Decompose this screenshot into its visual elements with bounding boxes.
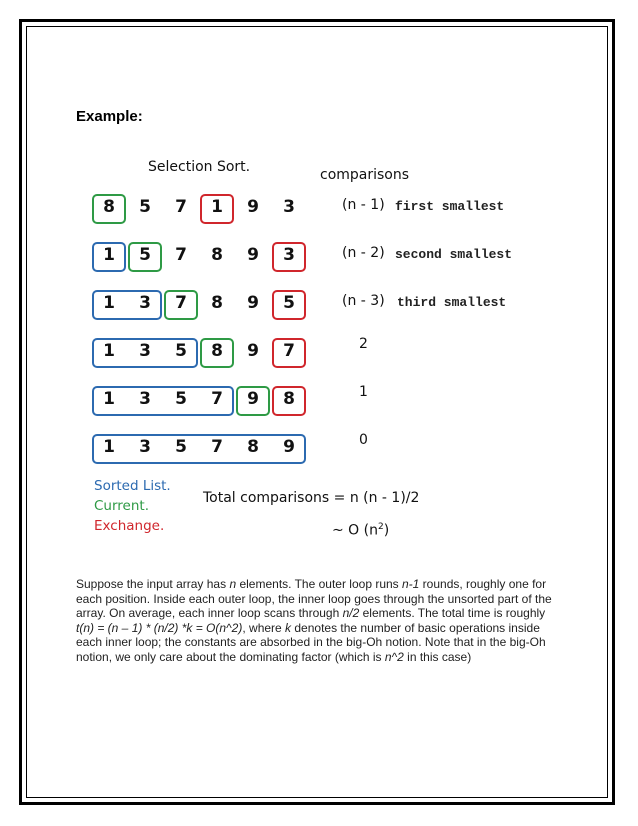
array-value: 9 — [247, 197, 259, 217]
big-o-exponent: 2 — [378, 522, 384, 532]
step-label: first smallest — [395, 199, 505, 214]
comparison-count: (n - 1) — [342, 197, 385, 213]
total-comparisons: Total comparisons = n (n - 1)/2 — [203, 490, 420, 506]
para-formula: t(n) = (n – 1) * (n/2) *k = O(n^2) — [76, 620, 243, 635]
para-text: elements. The total time is roughly — [359, 606, 546, 621]
para-var-n: n — [229, 577, 237, 591]
big-o-prefix: ~ O (n — [332, 522, 378, 539]
array-value: 5 — [139, 197, 151, 217]
array-value: 9 — [247, 245, 259, 265]
array-value: 8 — [211, 245, 223, 265]
para-var-k: k — [285, 620, 292, 635]
array-value: 7 — [283, 341, 295, 361]
array-value: 8 — [247, 437, 259, 457]
array-value: 7 — [175, 197, 187, 217]
comparisons-header: comparisons — [320, 167, 410, 183]
array-value: 9 — [247, 293, 259, 313]
array-value: 1 — [103, 389, 115, 409]
array-value: 7 — [211, 389, 223, 409]
array-value: 3 — [139, 341, 151, 361]
array-value: 8 — [103, 197, 115, 217]
array-value: 5 — [175, 389, 187, 409]
array-value: 3 — [283, 245, 295, 265]
array-value: 5 — [175, 437, 187, 457]
array-value: 1 — [103, 341, 115, 361]
step-label: second smallest — [395, 247, 513, 262]
explanation-paragraph — [76, 577, 566, 665]
array-value: 1 — [103, 245, 115, 265]
array-value: 7 — [175, 245, 187, 265]
legend-exchange: Exchange. — [94, 518, 165, 534]
comparison-count: 1 — [359, 384, 368, 400]
array-value: 8 — [283, 389, 295, 409]
comparison-count: 0 — [359, 432, 368, 448]
step-label: third smallest — [397, 295, 507, 310]
array-value: 9 — [247, 389, 259, 409]
array-value: 8 — [211, 293, 223, 313]
array-value: 3 — [139, 389, 151, 409]
para-text: rounds, roughly one for each position. Inside each outer loop, the inner loop goes through the unsorted part of the array. On average, each inner loop scans through — [76, 577, 552, 621]
array-value: 5 — [175, 341, 187, 361]
array-value: 8 — [211, 341, 223, 361]
big-o-suffix: ) — [383, 522, 390, 539]
para-text: denotes the number of basic operations inside each inner loop; the constants are absorbed in the big-Oh notion. Note that in the big-Oh notion, we only care about the dominating factor (which is — [76, 620, 546, 664]
array-value: 3 — [139, 293, 151, 313]
array-value: 1 — [211, 197, 223, 217]
para-var-rounds: n-1 — [402, 577, 420, 591]
example-heading: Example: — [76, 108, 143, 125]
array-value: 7 — [211, 437, 223, 457]
array-value: 3 — [139, 437, 151, 457]
para-text: in this case) — [403, 649, 472, 664]
legend-current: Current. — [94, 498, 149, 514]
para-var-n2: n^2 — [384, 649, 404, 664]
array-value: 5 — [283, 293, 295, 313]
array-value: 1 — [103, 293, 115, 313]
sorted-box — [92, 434, 306, 464]
para-text: , where — [242, 620, 286, 635]
comparison-count: (n - 3) — [342, 293, 385, 309]
array-value: 9 — [283, 437, 295, 457]
figure-title: Selection Sort. — [148, 159, 251, 175]
array-value: 7 — [175, 293, 187, 313]
legend-sorted: Sorted List. — [94, 478, 171, 494]
comparison-count: (n - 2) — [342, 245, 385, 261]
selection-sort-figure — [78, 152, 540, 552]
para-text: Suppose the input array has — [76, 577, 230, 591]
array-value: 3 — [283, 197, 295, 217]
para-var-half: n/2 — [342, 606, 360, 621]
array-value: 9 — [247, 341, 259, 361]
array-value: 1 — [103, 437, 115, 457]
para-text: elements. The outer loop runs — [236, 577, 402, 591]
comparison-count: 2 — [359, 336, 368, 352]
big-o-result — [332, 522, 389, 539]
array-value: 5 — [139, 245, 151, 265]
